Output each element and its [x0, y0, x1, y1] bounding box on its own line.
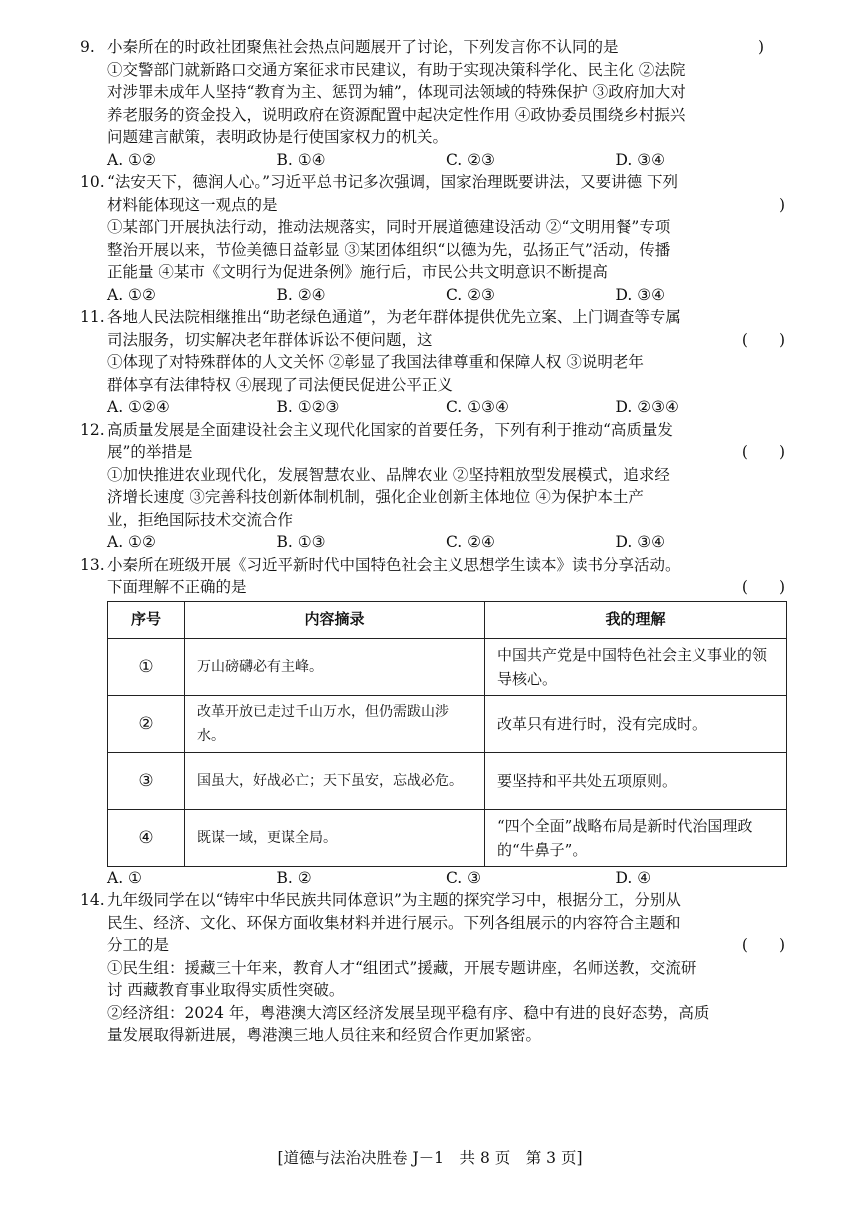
option-c: C. ②③ [446, 150, 495, 169]
answer-options [80, 284, 785, 307]
statement-line: 量发展取得新进展，粤港澳三地人员往来和经贸合作更加紧密。 [107, 1026, 542, 1044]
question-number: 11. [80, 308, 105, 326]
answer-options [80, 396, 785, 419]
option-a: A. ①②④ [107, 398, 170, 416]
header-excerpt: 内容摘录 [185, 601, 485, 638]
answer-paren: ( ) [741, 330, 785, 349]
question-stem: “法安天下，德润人心。”习近平总书记多次强调，国家治理既要讲法，又要讲德 下列 [107, 173, 679, 191]
reading-table [107, 601, 787, 867]
option-b: B. ①④ [276, 150, 326, 169]
page-footer: [道德与法治决胜卷 J－1 共 8 页 第 3 页] [277, 1149, 583, 1167]
statement-line: ①交警部门就新路口交通方案征求市民建议，有助于实现决策科学化、民主化 ②法院 [107, 60, 686, 79]
question-11 [80, 306, 785, 419]
question-number: 12. [80, 420, 105, 439]
answer-paren: ( ) [741, 936, 785, 954]
exam-page [80, 36, 785, 1047]
question-stem-cont: 材料能体现这一观点的是 [107, 195, 278, 214]
statement-line: 济增长速度 ③完善科技创新体制机制，强化企业创新主体地位 ④为保护本土产 [107, 488, 644, 506]
cell-excerpt: 万山磅礴必有主峰。 [185, 638, 485, 695]
statement-line: ①体现了对特殊群体的人文关怀 ②彰显了我国法律尊重和保障人权 ③说明老年 [107, 353, 644, 371]
option-c: C. ①③④ [446, 398, 509, 416]
statement-line: 群体享有法律特权 ④展现了司法便民促进公平正义 [107, 375, 453, 394]
answer-paren: ) [778, 195, 785, 214]
statement-line: 正能量 ④某市《文明行为促进条例》施行后，市民公共文明意识不断提高 [107, 263, 608, 281]
option-c: C. ②③ [446, 285, 495, 304]
cell-understanding: 要坚持和平共处五项原则。 [485, 752, 787, 809]
answer-options [80, 867, 785, 890]
option-c: C. ②④ [446, 533, 495, 551]
cell-understanding: “四个全面”战略布局是新时代治国理政的“牛鼻子”。 [485, 809, 787, 866]
statement-line: 讨 西藏教育事业取得实质性突破。 [107, 981, 345, 999]
option-b: B. ②④ [276, 285, 326, 304]
statement-line: ①加快推进农业现代化，发展智慧农业、品牌农业 ②坚持粗放型发展模式，追求经 [107, 465, 670, 484]
question-12 [80, 419, 785, 554]
question-number: 13. [80, 555, 105, 574]
statement-line: 对涉罪未成年人坚持“教育为主、惩罚为辅”，体现司法领域的特殊保护 ③政府加大对 [107, 83, 686, 101]
option-a: A. ①② [107, 285, 156, 304]
header-index: 序号 [108, 601, 185, 638]
table-row [108, 809, 787, 866]
statement-line: 养老服务的资金投入，说明政府在资源配置中起决定性作用 ④政协委员围绕乡村振兴 [107, 105, 686, 124]
statement-line: 整治开展以来，节俭美德日益彰显 ③某团体组织“以德为先，弘扬正气”活动，传播 [107, 240, 671, 259]
option-d: D. ③④ [615, 533, 666, 551]
question-13 [80, 554, 785, 890]
question-stem-cont: 民生、经济、文化、环保方面收集材料并进行展示。下列各组展示的内容符合主题和 [107, 913, 681, 932]
question-stem-cont: 展”的举措是 [107, 443, 193, 461]
question-9: 9. 小秦所在的时政社团聚焦社会热点问题展开了讨论，下列发言你不认同的是 ) ①交警部门就新路口交通方案征求市民建议，有助于实现决策科学化、民主化 ②法院 对涉罪未成年人坚持“教育为主、惩罚为辅”，体现司法领域的特殊保护 ③政府加大对 养老服务的资金投入，说明政府在资源配置中起决定性作用 ④政协委员围绕乡村振兴 问题建言献策，表明政协是行使国家权力的机关。 A. ①② B. ①④ C. ②③ D. ③④ [80, 36, 785, 171]
statement-line: ①民生组：援藏三十年来，教育人才“组团式”援藏，开展专题讲座，名师送教，交流研 [107, 958, 697, 977]
cell-understanding: 中国共产党是中国特色社会主义事业的领导核心。 [485, 638, 787, 695]
option-d: D. ③④ [615, 150, 666, 169]
cell-excerpt: 改革开放已走过千山万水，但仍需跋山涉水。 [185, 695, 485, 752]
question-stem: 小秦所在的时政社团聚焦社会热点问题展开了讨论，下列发言你不认同的是 [107, 38, 619, 56]
option-b: B. ①③ [276, 533, 326, 551]
option-d: D. ③④ [615, 285, 666, 304]
statement-line: ①某部门开展执法行动，推动法规落实，同时开展道德建设活动 ②“文明用餐”专项 [107, 218, 671, 236]
cell-excerpt: 国虽大，好战必亡；天下虽安，忘战必危。 [185, 752, 485, 809]
table-row [108, 695, 787, 752]
question-number: 14. [80, 891, 105, 909]
header-understanding: 我的理解 [485, 601, 787, 638]
answer-paren: ( ) [741, 578, 785, 596]
question-10 [80, 171, 785, 306]
cell-index: ④ [108, 809, 185, 866]
cell-index: ② [108, 695, 185, 752]
cell-index: ① [108, 638, 185, 695]
question-stem: 九年级同学在以“铸牢中华民族共同体意识”为主题的探究学习中，根据分工，分别从 [107, 891, 681, 909]
question-number: 9. [80, 38, 95, 56]
statement-line: ②经济组：2024 年，粤港澳大湾区经济发展呈现平稳有序、稳中有进的良好态势，高质 [107, 1003, 710, 1022]
question-number: 10. [80, 173, 105, 191]
question-stem-cont: 下面理解不正确的是 [107, 578, 247, 596]
table-header-row [108, 601, 787, 638]
option-a: A. ①② [107, 533, 156, 551]
question-14 [80, 889, 785, 1047]
cell-understanding: 改革只有进行时，没有完成时。 [485, 695, 787, 752]
option-b: B. ①②③ [276, 398, 340, 416]
option-a: A. ①② [107, 150, 156, 169]
question-stem: 小秦所在班级开展《习近平新时代中国特色社会主义思想学生读本》读书分享活动。 [107, 555, 681, 574]
statement-line: 业，拒绝国际技术交流合作 [107, 510, 294, 529]
question-stem: 高质量发展是全面建设社会主义现代化国家的首要任务，下列有利于推动“高质量发 [107, 420, 673, 439]
table-row [108, 638, 787, 695]
option-d: D. ②③④ [615, 398, 679, 416]
statement-line: 问题建言献策，表明政协是行使国家权力的机关。 [107, 128, 449, 146]
table-row [108, 752, 787, 809]
option-d: D. ④ [615, 868, 652, 887]
cell-excerpt: 既谋一域，更谋全局。 [185, 809, 485, 866]
question-stem-cont: 司法服务，切实解决老年群体诉讼不便问题，这 [107, 330, 433, 349]
question-stem-cont: 分工的是 [107, 936, 170, 954]
option-c: C. ③ [446, 868, 482, 887]
answer-options [80, 531, 785, 554]
option-a: A. ① [107, 868, 142, 887]
answer-paren: ( ) [741, 443, 785, 461]
answer-options [80, 149, 785, 172]
option-b: B. ② [276, 868, 312, 887]
question-stem: 各地人民法院相继推出“助老绿色通道”，为老年群体提供优先立案、上门调查等专属 [107, 308, 681, 326]
cell-index: ③ [108, 752, 185, 809]
